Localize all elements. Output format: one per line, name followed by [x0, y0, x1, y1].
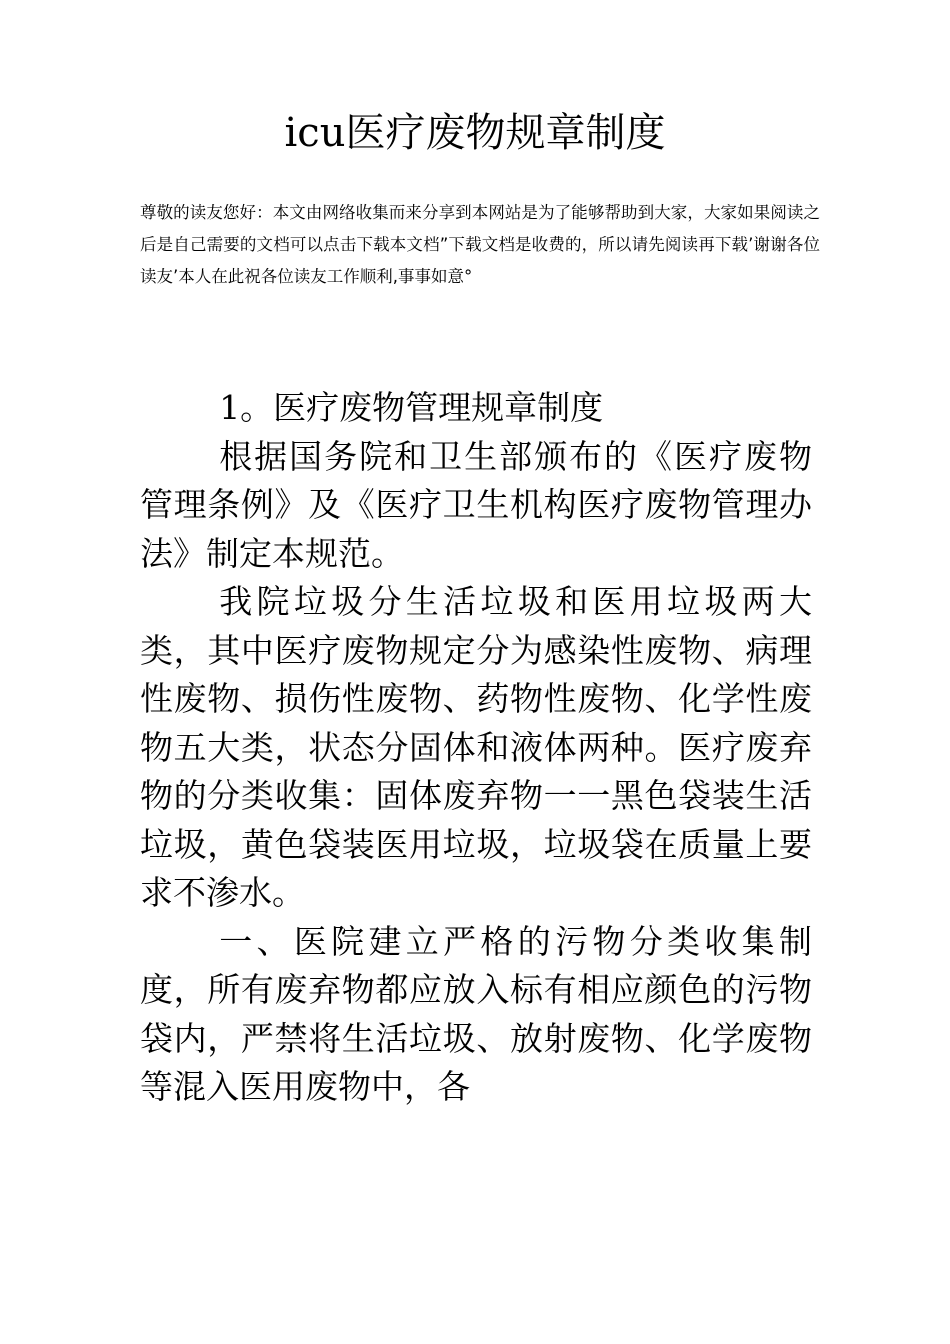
- document-body: [140, 384, 812, 1112]
- paragraph-basis: 根据国务院和卫生部颁布的《医疗废物管理条例》及《医疗卫生机构医疗废物管理办法》制定本规范。: [140, 436, 812, 573]
- paragraph-collection-rule: 一、医院建立严格的污物分类收集制度，所有废弃物都应放入标有相应颜色的污物袋内，严禁将生活垃圾、放射废物、化学废物等混入医用废物中，各: [140, 921, 812, 1106]
- download-notice: 尊敬的读友您好：本文由网络收集而来分享到本网站是为了能够帮助到大家，大家如果阅读之后是自己需要的文档可以点击下载本文档”下载文档是收费的，所以请先阅读再下载’谢谢各位读友’本人在此祝各位读友工作顺利,事事如意°: [140, 203, 820, 286]
- document-title: icu医疗废物规章制度: [284, 110, 666, 156]
- paragraph-classification: 我院垃圾分生活垃圾和医用垃圾两大类，其中医疗废物规定分为感染性废物、病理性废物、损伤性废物、药物性废物、化学性废物五大类，状态分固体和液体两种。医疗废弃物的分类收集：固体废弃物一一黑色袋装生活垃圾，黄色袋装医用垃圾，垃圾袋在质量上要求不渗水。: [140, 582, 812, 912]
- section-heading: 1。医疗废物管理规章制度: [219, 388, 604, 427]
